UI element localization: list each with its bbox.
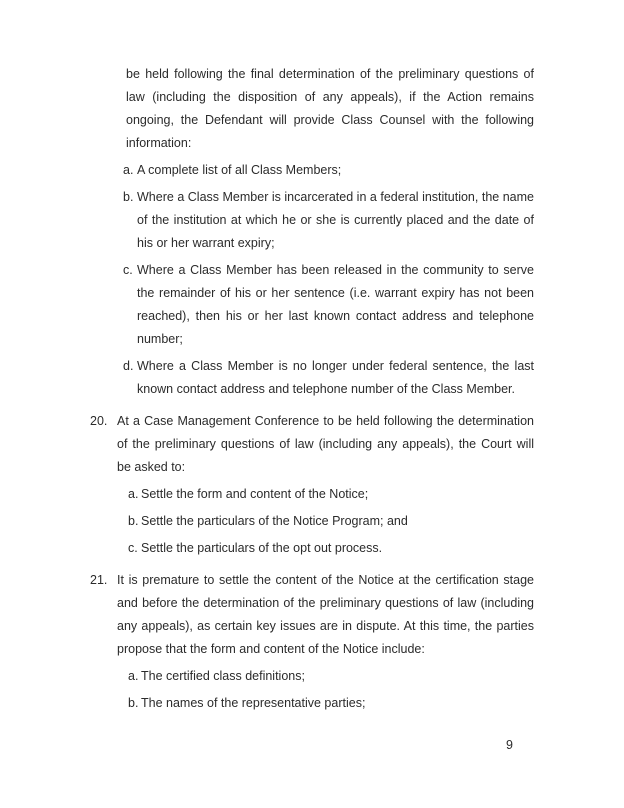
list-item-text: Settle the form and content of the Notice; bbox=[141, 487, 369, 501]
list-marker: c. bbox=[123, 263, 133, 277]
document-content bbox=[0, 63, 624, 715]
list-marker: b. bbox=[128, 696, 139, 710]
list-item-text: Where a Class Member has been released in the community to serve the remainder of his or her sentence (i.e. warrant expiry has not been reached), then his or her last known contact address and telephone number; bbox=[137, 263, 534, 346]
list-item-c bbox=[123, 259, 534, 351]
paragraph-text: At a Case Management Conference to be held following the determination of the preliminary questions of law (including any appeals), the Court will be asked to: bbox=[117, 414, 534, 474]
list-item-a bbox=[123, 159, 534, 182]
list-marker: a. bbox=[128, 487, 139, 501]
numbered-paragraph-20 bbox=[90, 410, 534, 479]
list-item-text: Where a Class Member is no longer under federal sentence, the last known contact address and telephone number of the Class Member. bbox=[137, 359, 534, 396]
list-marker: b. bbox=[128, 514, 139, 528]
page-number: 9 bbox=[506, 738, 513, 752]
list-item-text: A complete list of all Class Members; bbox=[137, 163, 342, 177]
sub-list-item-21b bbox=[128, 692, 534, 715]
numbered-paragraph-21 bbox=[90, 569, 534, 661]
continuation-paragraph: be held following the final determination of the preliminary questions of law (including the disposition of any appeals), if the Action remains ongoing, the Defendant will provide Class Counsel with the following information: bbox=[126, 67, 534, 150]
list-marker: a. bbox=[128, 669, 139, 683]
paragraph-number: 20. bbox=[90, 414, 108, 428]
list-item-d bbox=[123, 355, 534, 401]
list-marker: c. bbox=[128, 541, 138, 555]
list-item-b bbox=[123, 186, 534, 255]
sub-list-item-20c bbox=[128, 537, 534, 560]
list-marker: d. bbox=[123, 359, 134, 373]
list-item-text: Settle the particulars of the opt out process. bbox=[141, 541, 383, 555]
list-item-text: The certified class definitions; bbox=[141, 669, 305, 683]
list-item-text: The names of the representative parties; bbox=[141, 696, 366, 710]
sub-list-item-20b bbox=[128, 510, 534, 533]
list-marker: b. bbox=[123, 190, 134, 204]
paragraph-text: It is premature to settle the content of the Notice at the certification stage and before the determination of the preliminary questions of law (including any appeals), as certain key issues are in dispute. At this time, the parties propose that the form and content of the Notice include: bbox=[117, 573, 534, 656]
paragraph-number: 21. bbox=[90, 573, 108, 587]
list-item-text: Where a Class Member is incarcerated in a federal institution, the name of the institution at which he or she is currently placed and the date of his or her warrant expiry; bbox=[137, 190, 534, 250]
list-item-text: Settle the particulars of the Notice Program; and bbox=[141, 514, 408, 528]
sub-list-item-20a bbox=[128, 483, 534, 506]
sub-list-item-21a bbox=[128, 665, 534, 688]
list-marker: a. bbox=[123, 163, 134, 177]
